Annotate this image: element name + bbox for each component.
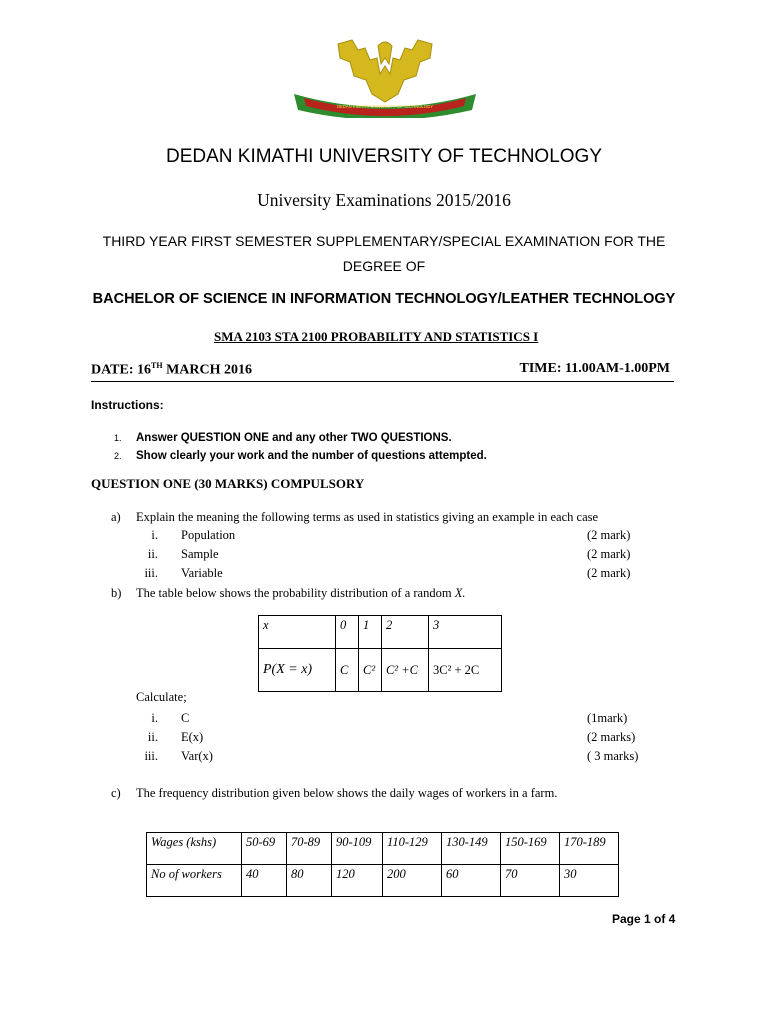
table-cell: 110-129 [383,833,442,865]
table-cell: C² +C [382,649,429,692]
course-code-title: SMA 2103 STA 2100 PROBABILITY AND STATISTICS I [214,329,539,344]
table-cell: Wages (kshs) [147,833,242,865]
marks: ( 3 marks) [587,749,639,763]
table-cell: No of workers [147,865,242,897]
date-time-line [91,361,674,382]
page-number: Page 1 of 4 [612,912,676,926]
instruction-item: 2. Show clearly your work and the number of questions attempted. [114,450,487,462]
item-number: iii. [144,749,158,763]
table-cell: 30 [560,865,619,897]
item-number: ii. [147,547,158,561]
table-cell: 120 [332,865,383,897]
table-cell: C² [359,649,382,692]
table-cell: 3 [429,616,502,649]
item-number: ii. [147,730,158,744]
term-population: Population [181,528,236,542]
table-cell: x [259,616,336,649]
table-cell: P(X = x) [259,649,336,692]
marks: (1mark) [587,711,628,725]
table-cell: 170-189 [560,833,619,865]
table-cell: 200 [383,865,442,897]
part-c-text: The frequency distribution given below shows the daily wages of workers in a farm. [136,786,558,800]
table-cell: 150-169 [501,833,560,865]
exam-time: TIME: 11.00AM-1.00PM [519,361,670,376]
part-c-label: c) [111,786,121,800]
exam-date: DATE: 16TH MARCH 2016 [91,361,253,378]
part-a-label: a) [111,510,121,524]
degree-title: BACHELOR OF SCIENCE IN INFORMATION TECHNOLOGY/LEATHER TECHNOLOGY [92,291,676,307]
table-cell: C [336,649,359,692]
marks: (2 mark) [587,547,631,561]
probability-table [258,615,502,692]
calc-expectation: E(x) [181,730,204,744]
marks: (2 mark) [587,528,631,542]
table-cell: 2 [382,616,429,649]
calc-variance: Var(x) [181,749,213,763]
item-number: i. [151,528,158,542]
exam-description: THIRD YEAR FIRST SEMESTER SUPPLEMENTARY/SPECIAL EXAMINATION FOR THE DEGREE OF [102,233,666,274]
part-a-text: Explain the meaning the following terms as used in statistics giving an example in each case [136,510,599,524]
table-cell: 3C² + 2C [429,649,502,692]
term-variable: Variable [181,566,223,580]
table-cell: 60 [442,865,501,897]
instruction-item: 1. Answer QUESTION ONE and any other TWO QUESTIONS. [114,432,452,444]
exam-year: University Examinations 2015/2016 [257,190,511,210]
part-b-label: b) [111,586,122,600]
item-number: iii. [144,566,158,580]
question-one-title: QUESTION ONE (30 MARKS) COMPULSORY [91,476,365,491]
table-cell: 80 [287,865,332,897]
table-cell: 1 [359,616,382,649]
marks: (2 mark) [587,566,631,580]
university-name: DEDAN KIMATHI UNIVERSITY OF TECHNOLOGY [165,146,602,167]
instructions-title: Instructions: [91,398,164,412]
logo-banner-text: DEDAN KIMATHI UNIVERSITY OF TECHNOLOGY [336,104,434,109]
calculate-label: Calculate; [136,690,187,704]
table-cell: 40 [242,865,287,897]
table-cell: 130-149 [442,833,501,865]
term-sample: Sample [181,547,219,561]
table-cell: 90-109 [332,833,383,865]
table-cell: 50-69 [242,833,287,865]
calc-c: C [181,711,190,725]
item-number: i. [151,711,158,725]
wages-table [146,832,619,897]
marks: (2 marks) [587,730,636,744]
table-cell: 70 [501,865,560,897]
part-b-text: The table below shows the probability distribution of a random X. [136,586,466,600]
table-cell: 0 [336,616,359,649]
university-logo [290,36,480,118]
table-cell: 70-89 [287,833,332,865]
